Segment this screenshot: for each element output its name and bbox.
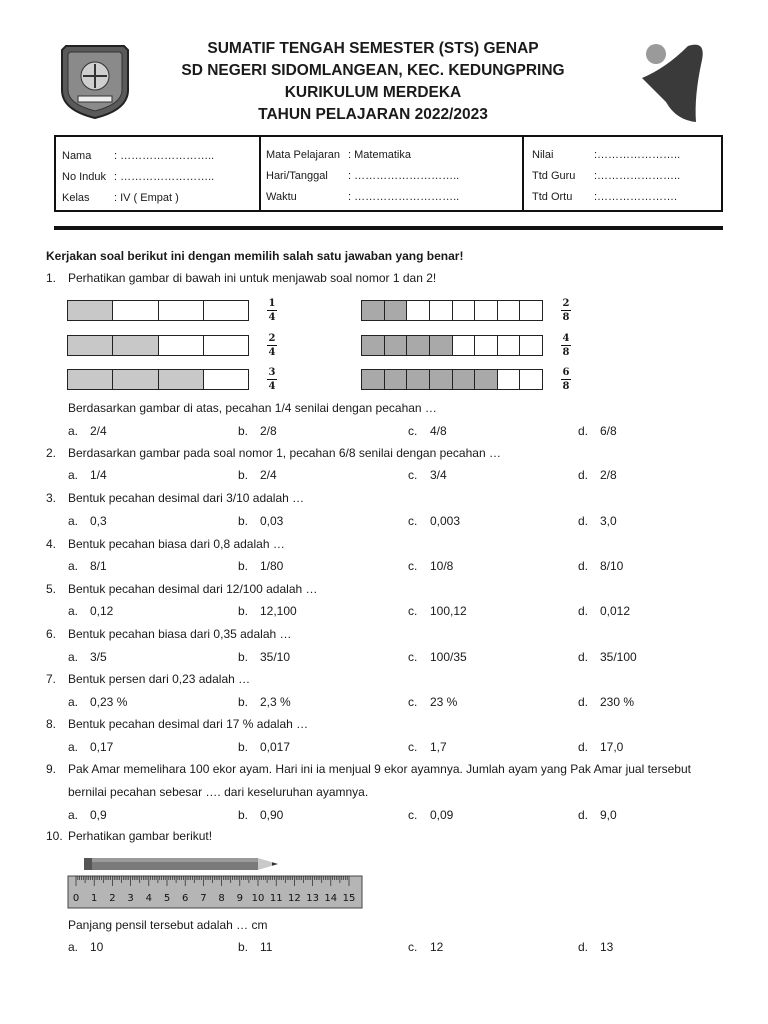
shaded-cell — [362, 336, 385, 355]
fraction-numerator: 6 — [562, 367, 570, 378]
empty-cell — [453, 301, 476, 320]
shaded-cell — [68, 301, 113, 320]
option-letter: c. — [408, 695, 418, 709]
option-value: 0,03 — [260, 514, 284, 528]
option-value: 2/8 — [600, 468, 617, 482]
fraction-label — [265, 298, 279, 323]
answer-option[interactable] — [238, 424, 277, 438]
shaded-cell — [362, 370, 385, 389]
empty-cell — [159, 301, 204, 320]
answer-option[interactable] — [68, 650, 107, 664]
option-value: 0,003 — [430, 514, 461, 528]
option-letter: d. — [578, 695, 589, 709]
answer-option[interactable] — [408, 808, 453, 822]
question-number: 6. — [46, 627, 57, 641]
option-value: 17,0 — [600, 740, 624, 754]
option-value: 0,09 — [430, 808, 454, 822]
question-text: Bentuk persen dari 0,23 adalah … — [68, 672, 251, 686]
info-kelas-label: Kelas — [62, 192, 90, 204]
fraction-bar — [267, 310, 277, 311]
info-hari — [266, 170, 460, 182]
answer-option[interactable] — [408, 740, 447, 754]
header-line-2: SD NEGERI SIDOMLANGEAN, KEC. KEDUNGPRING — [181, 62, 565, 79]
info-noinduk-label: No Induk — [62, 171, 107, 183]
option-letter: a. — [68, 940, 79, 954]
empty-cell — [520, 370, 542, 389]
ruler-tick-label: 6 — [182, 893, 189, 904]
info-ttd-ortu-label: Ttd Ortu — [532, 191, 573, 203]
option-value: 13 — [600, 940, 614, 954]
option-value: 6/8 — [600, 424, 617, 438]
option-letter: a. — [68, 808, 79, 822]
option-letter: a. — [68, 424, 79, 438]
fraction-bar — [267, 379, 277, 380]
answer-option[interactable] — [68, 740, 113, 754]
shaded-cell — [430, 336, 453, 355]
answer-option[interactable] — [68, 559, 107, 573]
empty-cell — [204, 370, 248, 389]
ruler-tick-label: 12 — [288, 893, 301, 904]
question-number: 1. — [46, 271, 57, 285]
ruler-tick-label: 11 — [269, 893, 283, 904]
option-value: 1/80 — [260, 559, 284, 573]
fraction-numerator: 1 — [268, 298, 276, 309]
ruler-tick-label: 10 — [251, 893, 265, 904]
info-waktu-label: Waktu — [266, 191, 297, 203]
fraction-bar — [561, 379, 571, 380]
empty-cell — [498, 370, 521, 389]
shaded-cell — [407, 336, 430, 355]
info-noinduk-value[interactable]: : …………………….. — [114, 171, 215, 183]
answer-option[interactable] — [238, 514, 283, 528]
question-text-continued: bernilai pecahan sebesar …. dari keseluruhan ayamnya. — [68, 785, 369, 799]
info-ttd-guru — [532, 170, 681, 182]
answer-option[interactable] — [578, 740, 623, 754]
fraction-numerator: 2 — [268, 333, 276, 344]
question-text: Pak Amar memelihara 100 ekor ayam. Hari ini ia menjual 9 ekor ayamnya. Jumlah ayam yang Pak Amar jual tersebut — [68, 762, 691, 776]
fraction-label — [265, 333, 279, 358]
shaded-cell — [385, 301, 408, 320]
instruction-text: Kerjakan soal berikut ini dengan memilih salah satu jawaban yang benar! — [46, 249, 464, 263]
option-letter: a. — [68, 468, 79, 482]
option-letter: c. — [408, 514, 418, 528]
answer-option[interactable] — [68, 514, 107, 528]
question-number: 10. — [46, 829, 63, 843]
question-number: 3. — [46, 491, 57, 505]
answer-option[interactable] — [68, 424, 107, 438]
question-text: Perhatikan gambar di bawah ini untuk menjawab soal nomor 1 dan 2! — [68, 271, 437, 285]
answer-option[interactable] — [68, 468, 107, 482]
fraction-strip — [67, 300, 249, 321]
ruler-tick-label: 9 — [236, 893, 243, 904]
info-nama-label: Nama — [62, 150, 92, 162]
option-letter: a. — [68, 514, 79, 528]
question-subtext: Panjang pensil tersebut adalah … cm — [68, 918, 268, 932]
info-kelas-value: : IV ( Empat ) — [114, 192, 179, 204]
option-value: 100/35 — [430, 650, 467, 664]
info-ttd-ortu — [532, 191, 678, 203]
option-letter: b. — [238, 695, 249, 709]
option-letter: d. — [578, 468, 589, 482]
option-letter: c. — [408, 940, 418, 954]
option-value: 2/8 — [260, 424, 277, 438]
option-value: 12 — [430, 940, 444, 954]
option-letter: a. — [68, 559, 79, 573]
option-letter: b. — [238, 468, 249, 482]
fraction-denominator: 4 — [268, 347, 276, 358]
option-value: 2/4 — [260, 468, 277, 482]
brand-logo — [636, 38, 708, 126]
answer-option[interactable] — [578, 514, 617, 528]
answer-option[interactable] — [408, 424, 447, 438]
info-hari-label: Hari/Tanggal — [266, 170, 328, 182]
ruler-tick-label: 1 — [91, 893, 98, 904]
fraction-numerator: 3 — [268, 367, 276, 378]
answer-option[interactable] — [408, 940, 443, 954]
empty-cell — [498, 336, 521, 355]
empty-cell — [430, 301, 453, 320]
option-letter: b. — [238, 559, 249, 573]
school-emblem — [58, 40, 132, 120]
answer-option[interactable] — [238, 695, 291, 709]
answer-option[interactable] — [578, 940, 613, 954]
option-value: 230 % — [600, 695, 635, 709]
answer-option[interactable] — [68, 940, 103, 954]
fraction-label — [559, 367, 573, 392]
option-letter: b. — [238, 808, 249, 822]
option-letter: c. — [408, 808, 418, 822]
ruler-tick-label: 8 — [218, 893, 225, 904]
info-kelas — [62, 192, 179, 204]
fraction-bar — [561, 345, 571, 346]
shaded-cell — [385, 370, 408, 389]
option-letter: d. — [578, 740, 589, 754]
option-letter: b. — [238, 604, 249, 618]
fraction-strip — [67, 369, 249, 390]
ruler-tick-label: 5 — [163, 893, 171, 904]
shaded-cell — [453, 370, 476, 389]
shaded-cell — [385, 336, 408, 355]
fraction-denominator: 8 — [562, 312, 570, 323]
option-value: 12,100 — [260, 604, 297, 618]
option-value: 35/10 — [260, 650, 291, 664]
option-value: 0,90 — [260, 808, 284, 822]
option-letter: d. — [578, 424, 589, 438]
question-text: Bentuk pecahan desimal dari 3/10 adalah … — [68, 491, 305, 505]
option-letter: b. — [238, 940, 249, 954]
answer-option[interactable] — [238, 468, 277, 482]
answer-option[interactable] — [408, 695, 457, 709]
fraction-numerator: 2 — [562, 298, 570, 309]
option-letter: c. — [408, 559, 418, 573]
option-value: 35/100 — [600, 650, 637, 664]
info-noinduk — [62, 171, 215, 183]
answer-option[interactable] — [578, 695, 634, 709]
shaded-cell — [68, 336, 113, 355]
option-letter: a. — [68, 604, 79, 618]
option-letter: d. — [578, 604, 589, 618]
option-value: 23 % — [430, 695, 458, 709]
answer-option[interactable] — [238, 650, 290, 664]
info-nilai — [532, 149, 681, 161]
info-ttd-guru-label: Ttd Guru — [532, 170, 576, 182]
ruler-tick-label: 0 — [72, 893, 80, 904]
info-mapel-value: : Matematika — [348, 149, 411, 161]
empty-cell — [453, 336, 476, 355]
question-text: Perhatikan gambar berikut! — [68, 829, 213, 843]
info-mapel — [266, 149, 411, 161]
answer-option[interactable] — [408, 604, 467, 618]
option-letter: a. — [68, 650, 79, 664]
empty-cell — [407, 301, 430, 320]
header-title — [150, 38, 596, 126]
answer-option[interactable] — [408, 468, 447, 482]
option-value: 10/8 — [430, 559, 454, 573]
info-nilai-label: Nilai — [532, 149, 554, 161]
empty-cell — [204, 336, 248, 355]
question-number: 8. — [46, 717, 57, 731]
option-value: 100,12 — [430, 604, 467, 618]
ruler-icon — [68, 876, 362, 908]
header-divider — [54, 226, 723, 230]
fraction-denominator: 8 — [562, 347, 570, 358]
info-nilai-value[interactable]: :………………….. — [594, 149, 681, 161]
fraction-denominator: 4 — [268, 381, 276, 392]
option-value: 3/4 — [430, 468, 447, 482]
question-number: 7. — [46, 672, 57, 686]
option-letter: b. — [238, 650, 249, 664]
empty-cell — [159, 336, 204, 355]
shaded-cell — [475, 370, 498, 389]
fraction-bar — [561, 310, 571, 311]
shaded-cell — [68, 370, 113, 389]
answer-option[interactable] — [578, 650, 637, 664]
empty-cell — [113, 301, 158, 320]
ruler-tick-label: 13 — [306, 893, 319, 904]
shaded-cell — [407, 370, 430, 389]
shaded-cell — [159, 370, 204, 389]
header-line-4: TAHUN PELAJARAN 2022/2023 — [258, 106, 488, 123]
question-subtext: Berdasarkan gambar di atas, pecahan 1/4 senilai dengan pecahan … — [68, 401, 437, 415]
option-value: 4/8 — [430, 424, 447, 438]
answer-option[interactable] — [238, 559, 283, 573]
shaded-cell — [113, 336, 158, 355]
info-ttd-guru-value[interactable]: :………………….. — [594, 170, 681, 182]
header-line-3: KURIKULUM MERDEKA — [284, 84, 462, 101]
option-value: 10 — [90, 940, 104, 954]
question-number: 4. — [46, 537, 57, 551]
option-letter: c. — [408, 604, 418, 618]
option-letter: d. — [578, 559, 589, 573]
fraction-label — [265, 367, 279, 392]
question-text: Bentuk pecahan desimal dari 17 % adalah … — [68, 717, 309, 731]
answer-option[interactable] — [578, 559, 623, 573]
info-nama-value[interactable]: : …………………….. — [114, 150, 215, 162]
student-info-box — [54, 135, 723, 212]
question-number: 5. — [46, 582, 57, 596]
empty-cell — [520, 301, 542, 320]
answer-option[interactable] — [68, 604, 113, 618]
ruler-tick-label: 4 — [145, 893, 152, 904]
answer-option[interactable] — [578, 808, 617, 822]
answer-option[interactable] — [238, 604, 297, 618]
option-value: 0,17 — [90, 740, 114, 754]
question-text: Bentuk pecahan biasa dari 0,35 adalah … — [68, 627, 292, 641]
answer-option[interactable] — [238, 740, 290, 754]
option-letter: d. — [578, 940, 589, 954]
fraction-numerator: 4 — [562, 333, 570, 344]
option-letter: d. — [578, 808, 589, 822]
option-value: 3,0 — [600, 514, 617, 528]
empty-cell — [498, 301, 521, 320]
question-text: Bentuk pecahan desimal dari 12/100 adalah … — [68, 582, 318, 596]
option-letter: b. — [238, 514, 249, 528]
empty-cell — [204, 301, 248, 320]
option-value: 2,3 % — [260, 695, 291, 709]
answer-option[interactable] — [408, 650, 467, 664]
info-waktu-value[interactable]: : ……………………….. — [348, 191, 460, 203]
answer-option[interactable] — [238, 808, 283, 822]
option-value: 11 — [260, 940, 273, 954]
question-number: 2. — [46, 446, 57, 460]
fraction-denominator: 4 — [268, 312, 276, 323]
ruler-tick-label: 14 — [324, 893, 338, 904]
option-letter: b. — [238, 424, 249, 438]
answer-option[interactable] — [408, 559, 453, 573]
option-letter: c. — [408, 424, 418, 438]
info-waktu — [266, 191, 460, 203]
question-number: 9. — [46, 762, 57, 776]
answer-option[interactable] — [578, 604, 630, 618]
fraction-label — [559, 333, 573, 358]
shaded-cell — [362, 301, 385, 320]
option-letter: c. — [408, 740, 418, 754]
info-mapel-label: Mata Pelajaran — [266, 149, 340, 161]
fraction-strip — [67, 335, 249, 356]
answer-option[interactable] — [578, 468, 617, 482]
option-value: 3/5 — [90, 650, 107, 664]
option-letter: d. — [578, 650, 589, 664]
option-value: 2/4 — [90, 424, 107, 438]
option-value: 0,9 — [90, 808, 107, 822]
fraction-strip — [361, 335, 543, 356]
ruler-tick-label: 3 — [127, 893, 134, 904]
option-value: 8/10 — [600, 559, 624, 573]
info-hari-value[interactable]: : ……………………….. — [348, 170, 460, 182]
info-ttd-ortu-value[interactable]: :…………………. — [594, 191, 678, 203]
answer-option[interactable] — [408, 514, 460, 528]
fraction-bar — [267, 345, 277, 346]
fraction-denominator: 8 — [562, 381, 570, 392]
option-letter: b. — [238, 740, 249, 754]
fraction-label — [559, 298, 573, 323]
ruler-tick-label: 15 — [342, 893, 356, 904]
question-text: Bentuk pecahan biasa dari 0,8 adalah … — [68, 537, 285, 551]
ruler-tick-label: 2 — [109, 893, 116, 904]
fraction-strip — [361, 300, 543, 321]
answer-option[interactable] — [68, 808, 107, 822]
option-letter: a. — [68, 740, 79, 754]
empty-cell — [475, 336, 498, 355]
answer-option[interactable] — [238, 940, 272, 954]
option-value: 0,3 — [90, 514, 107, 528]
option-value: 1/4 — [90, 468, 107, 482]
pencil-icon — [84, 858, 278, 870]
option-value: 8/1 — [90, 559, 107, 573]
answer-option[interactable] — [68, 695, 127, 709]
pencil-ruler-figure — [66, 854, 364, 910]
option-value: 0,12 — [90, 604, 114, 618]
fraction-strip — [361, 369, 543, 390]
option-value: 0,017 — [260, 740, 291, 754]
option-letter: a. — [68, 695, 79, 709]
option-letter: c. — [408, 468, 418, 482]
empty-cell — [520, 336, 542, 355]
question-text: Berdasarkan gambar pada soal nomor 1, pecahan 6/8 senilai dengan pecahan … — [68, 446, 501, 460]
info-nama — [62, 150, 215, 162]
shaded-cell — [430, 370, 453, 389]
shaded-cell — [113, 370, 158, 389]
option-value: 1,7 — [430, 740, 447, 754]
empty-cell — [475, 301, 498, 320]
option-value: 0,012 — [600, 604, 631, 618]
option-value: 0,23 % — [90, 695, 128, 709]
option-letter: c. — [408, 650, 418, 664]
ruler-tick-label: 7 — [200, 893, 207, 904]
answer-option[interactable] — [578, 424, 617, 438]
option-letter: d. — [578, 514, 589, 528]
option-value: 9,0 — [600, 808, 617, 822]
header-line-1: SUMATIF TENGAH SEMESTER (STS) GENAP — [207, 40, 539, 57]
pencil-ruler-svg — [66, 854, 364, 910]
